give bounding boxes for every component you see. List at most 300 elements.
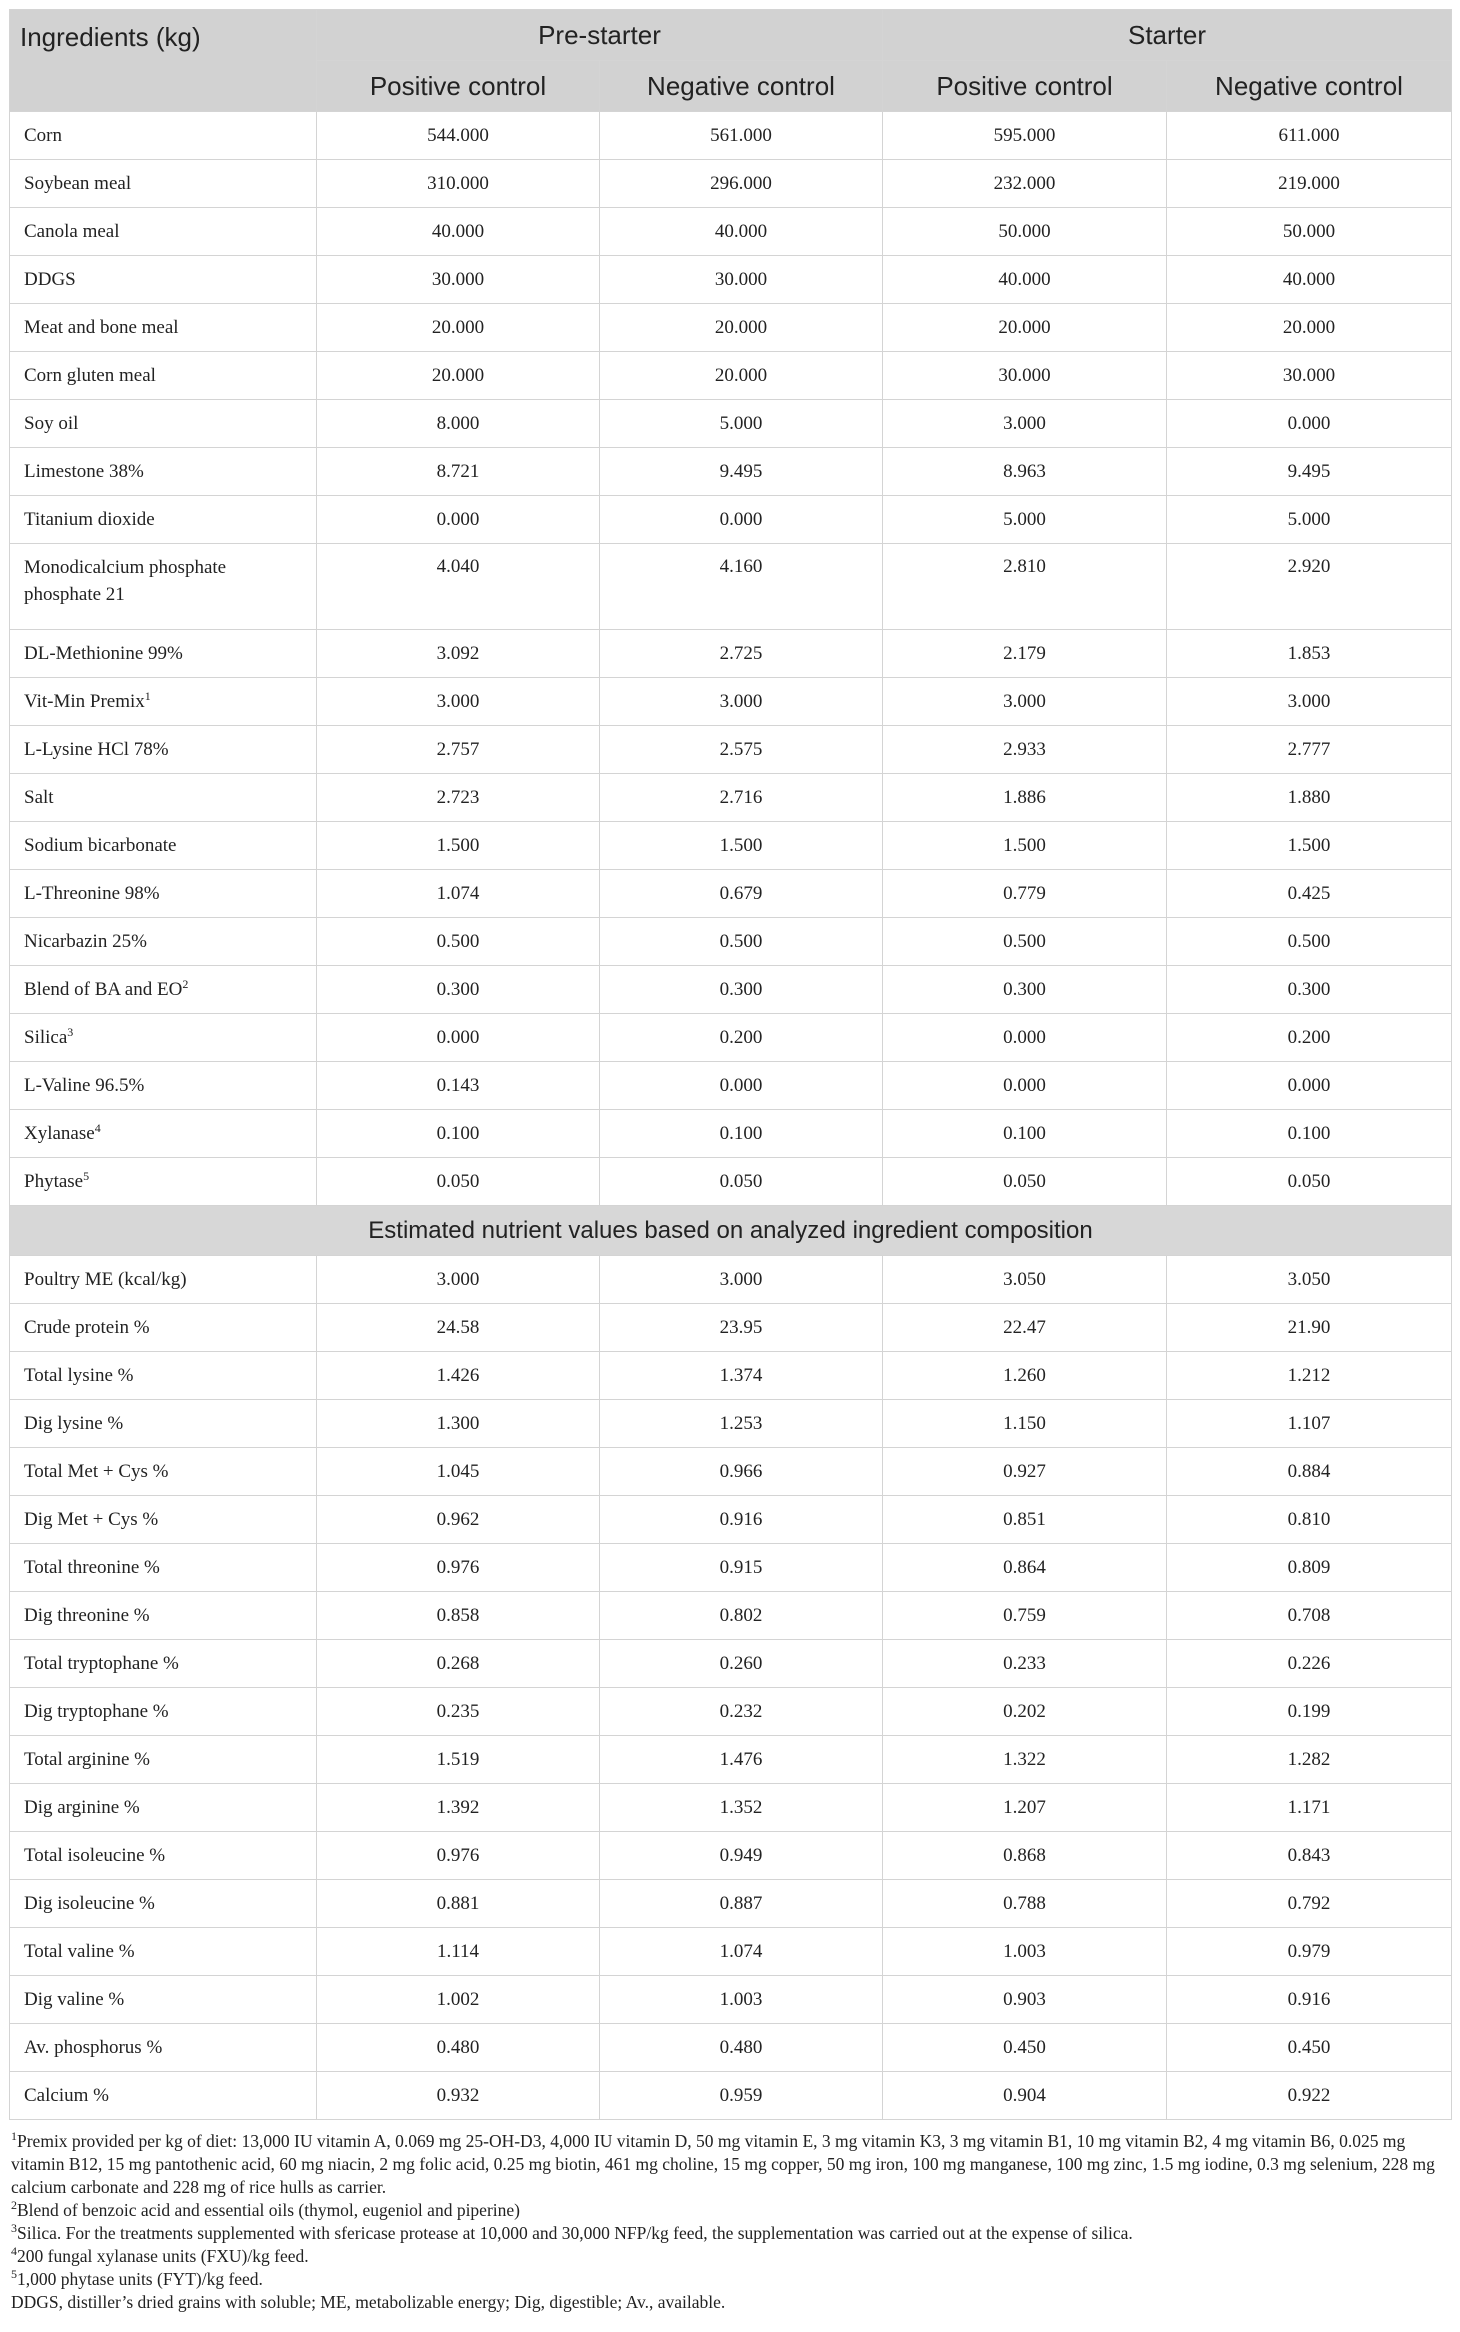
value-cell: 0.932 [317, 2072, 600, 2120]
value-cell: 0.000 [317, 496, 600, 544]
footnote-marker: 5 [83, 1168, 90, 1183]
value-cell: 0.143 [317, 1062, 600, 1110]
value-cell: 0.976 [317, 1832, 600, 1880]
value-cell: 30.000 [883, 352, 1167, 400]
value-cell: 0.000 [883, 1062, 1167, 1110]
footnote [11, 2199, 1449, 2222]
row-label-text: Dig tryptophane % [24, 1700, 169, 1722]
row-label-text: Sodium bicarbonate [24, 834, 177, 856]
column-header: Negative control [600, 61, 883, 112]
value-cell: 0.949 [600, 1832, 883, 1880]
row-label-text: Total threonine % [24, 1556, 160, 1578]
value-cell: 0.100 [883, 1110, 1167, 1158]
value-cell: 4.160 [600, 544, 883, 630]
row-label [10, 1448, 317, 1496]
value-cell: 0.500 [1167, 918, 1452, 966]
value-cell: 1.476 [600, 1736, 883, 1784]
value-cell: 0.268 [317, 1640, 600, 1688]
value-cell: 0.500 [600, 918, 883, 966]
value-cell: 1.107 [1167, 1400, 1452, 1448]
value-cell: 0.916 [1167, 1976, 1452, 2024]
row-label [10, 1062, 317, 1110]
value-cell: 0.000 [317, 1014, 600, 1062]
value-cell: 232.000 [883, 160, 1167, 208]
row-label [10, 400, 317, 448]
value-cell: 0.500 [317, 918, 600, 966]
value-cell: 1.003 [600, 1976, 883, 2024]
row-label [10, 630, 317, 678]
value-cell: 0.903 [883, 1976, 1167, 2024]
ingredient-row [10, 1014, 1452, 1062]
footnote-number: 1 [11, 2129, 17, 2143]
row-label-text: Monodicalcium phosphate [24, 557, 227, 578]
nutrient-row [10, 1400, 1452, 1448]
section-title: Estimated nutrient values based on analyzed ingredient composition [10, 1206, 1452, 1256]
row-label [10, 2024, 317, 2072]
value-cell: 3.000 [883, 678, 1167, 726]
column-header: Positive control [317, 61, 600, 112]
footnote-text: DDGS, distiller’s dried grains with soluble; ME, metabolizable energy; Dig, digestible; Av., available. [11, 2292, 726, 2312]
value-cell: 0.300 [1167, 966, 1452, 1014]
row-label [10, 448, 317, 496]
value-cell: 0.000 [883, 1014, 1167, 1062]
value-cell: 4.040 [317, 544, 600, 630]
value-cell: 0.962 [317, 1496, 600, 1544]
value-cell: 1.880 [1167, 774, 1452, 822]
row-label-text: Xylanase [24, 1122, 95, 1144]
row-label [10, 1256, 317, 1304]
row-label-text-line2: phosphate 21 [24, 584, 125, 605]
ingredient-row [10, 1062, 1452, 1110]
value-cell: 23.95 [600, 1304, 883, 1352]
row-label-text: Soy oil [24, 412, 79, 434]
value-cell: 0.959 [600, 2072, 883, 2120]
value-cell: 1.282 [1167, 1736, 1452, 1784]
value-cell: 0.450 [883, 2024, 1167, 2072]
value-cell: 2.777 [1167, 726, 1452, 774]
row-label [10, 1928, 317, 1976]
value-cell: 21.90 [1167, 1304, 1452, 1352]
value-cell: 561.000 [600, 112, 883, 160]
value-cell: 8.721 [317, 448, 600, 496]
row-label [10, 1158, 317, 1206]
row-label [10, 1110, 317, 1158]
value-cell: 5.000 [600, 400, 883, 448]
row-label [10, 1496, 317, 1544]
value-cell: 20.000 [883, 304, 1167, 352]
row-label-text: L-Valine 96.5% [24, 1074, 145, 1096]
value-cell: 0.200 [1167, 1014, 1452, 1062]
nutrient-row [10, 1496, 1452, 1544]
value-cell: 40.000 [600, 208, 883, 256]
nutrient-row [10, 1544, 1452, 1592]
ingredient-row [10, 966, 1452, 1014]
ingredient-row [10, 256, 1452, 304]
row-label [10, 678, 317, 726]
row-label-text: Titanium dioxide [24, 508, 155, 530]
row-label [10, 496, 317, 544]
value-cell: 0.916 [600, 1496, 883, 1544]
value-cell: 0.979 [1167, 1928, 1452, 1976]
value-cell: 0.000 [600, 1062, 883, 1110]
value-cell: 0.843 [1167, 1832, 1452, 1880]
value-cell: 0.810 [1167, 1496, 1452, 1544]
value-cell: 1.260 [883, 1352, 1167, 1400]
value-cell: 40.000 [1167, 256, 1452, 304]
value-cell: 50.000 [1167, 208, 1452, 256]
row-label [10, 1688, 317, 1736]
value-cell: 1.322 [883, 1736, 1167, 1784]
row-label-text: Av. phosphorus % [24, 2036, 163, 2058]
row-label [10, 1640, 317, 1688]
footnote [11, 2268, 1449, 2291]
ingredient-row [10, 822, 1452, 870]
value-cell: 1.003 [883, 1928, 1167, 1976]
value-cell: 595.000 [883, 112, 1167, 160]
row-label-text: Salt [24, 786, 54, 808]
value-cell: 1.114 [317, 1928, 600, 1976]
value-cell: 0.235 [317, 1688, 600, 1736]
ingredient-row [10, 726, 1452, 774]
value-cell: 1.352 [600, 1784, 883, 1832]
value-cell: 1.002 [317, 1976, 600, 2024]
row-label [10, 1544, 317, 1592]
value-cell: 0.100 [600, 1110, 883, 1158]
ingredient-row [10, 678, 1452, 726]
row-label-text: Poultry ME (kcal/kg) [24, 1268, 187, 1290]
footnote-marker: 1 [144, 688, 151, 703]
value-cell: 50.000 [883, 208, 1167, 256]
value-cell: 611.000 [1167, 112, 1452, 160]
row-label-text: Dig lysine % [24, 1412, 124, 1434]
row-label [10, 208, 317, 256]
footnote-marker: 4 [94, 1120, 101, 1135]
value-cell: 0.199 [1167, 1688, 1452, 1736]
value-cell: 8.963 [883, 448, 1167, 496]
value-cell: 1.519 [317, 1736, 600, 1784]
value-cell: 544.000 [317, 112, 600, 160]
row-label-text: Canola meal [24, 220, 120, 242]
value-cell: 3.000 [600, 1256, 883, 1304]
value-cell: 1.392 [317, 1784, 600, 1832]
footnote-number: 4 [11, 2244, 17, 2258]
footnote-number: 2 [11, 2198, 17, 2212]
row-label-text: L-Lysine HCl 78% [24, 738, 169, 760]
value-cell: 0.881 [317, 1880, 600, 1928]
row-label-text: Corn [24, 124, 62, 146]
value-cell: 0.226 [1167, 1640, 1452, 1688]
row-label [10, 1304, 317, 1352]
value-cell: 0.260 [600, 1640, 883, 1688]
nutrient-row [10, 1640, 1452, 1688]
value-cell: 0.300 [600, 966, 883, 1014]
value-cell: 2.810 [883, 544, 1167, 630]
value-cell: 1.150 [883, 1400, 1167, 1448]
row-label-text: Total tryptophane % [24, 1652, 179, 1674]
row-label [10, 870, 317, 918]
value-cell: 1.374 [600, 1352, 883, 1400]
value-cell: 5.000 [883, 496, 1167, 544]
value-cell: 2.725 [600, 630, 883, 678]
ingredient-row [10, 774, 1452, 822]
value-cell: 24.58 [317, 1304, 600, 1352]
value-cell: 0.450 [1167, 2024, 1452, 2072]
value-cell: 0.050 [1167, 1158, 1452, 1206]
value-cell: 0.100 [317, 1110, 600, 1158]
row-label [10, 1880, 317, 1928]
value-cell: 1.426 [317, 1352, 600, 1400]
row-label-text: L-Threonine 98% [24, 882, 160, 904]
value-cell: 1.500 [883, 822, 1167, 870]
footnote-text: Blend of benzoic acid and essential oils (thymol, eugeniol and piperine) [17, 2200, 520, 2220]
nutrient-row [10, 2072, 1452, 2120]
value-cell: 0.425 [1167, 870, 1452, 918]
row-label-text: Nicarbazin 25% [24, 930, 147, 952]
ingredient-row [10, 1158, 1452, 1206]
row-label-text: Corn gluten meal [24, 364, 156, 386]
row-label-text: Total arginine % [24, 1748, 151, 1770]
row-label [10, 256, 317, 304]
row-label-text: Total isoleucine % [24, 1844, 166, 1866]
row-label [10, 544, 317, 630]
nutrient-row [10, 1304, 1452, 1352]
table-body [10, 112, 1452, 2120]
value-cell: 9.495 [600, 448, 883, 496]
value-cell: 0.868 [883, 1832, 1167, 1880]
column-header: Positive control [883, 61, 1167, 112]
value-cell: 219.000 [1167, 160, 1452, 208]
value-cell: 0.679 [600, 870, 883, 918]
value-cell: 2.920 [1167, 544, 1452, 630]
value-cell: 310.000 [317, 160, 600, 208]
value-cell: 0.200 [600, 1014, 883, 1062]
table-footnotes [9, 2120, 1451, 2314]
row-label-text: DDGS [24, 268, 76, 290]
value-cell: 0.232 [600, 1688, 883, 1736]
value-cell: 0.792 [1167, 1880, 1452, 1928]
value-cell: 3.000 [883, 400, 1167, 448]
ingredient-row [10, 400, 1452, 448]
nutrient-row [10, 1592, 1452, 1640]
ingredients-header: Ingredients (kg) [10, 10, 317, 112]
row-label-text: Phytase [24, 1170, 84, 1192]
nutrient-row [10, 1688, 1452, 1736]
nutrient-row [10, 2024, 1452, 2072]
footnote-text: Silica. For the treatments supplemented with sfericase protease at 10,000 and 30,000 NFP/kg feed, the supplementation was carried out at the expense of silica. [17, 2223, 1133, 2243]
value-cell: 2.575 [600, 726, 883, 774]
ingredient-row [10, 304, 1452, 352]
nutrient-row [10, 1832, 1452, 1880]
row-label-text: DL-Methionine 99% [24, 642, 183, 664]
value-cell: 2.716 [600, 774, 883, 822]
row-label-text: Soybean meal [24, 172, 132, 194]
value-cell: 1.074 [600, 1928, 883, 1976]
row-label [10, 352, 317, 400]
value-cell: 0.864 [883, 1544, 1167, 1592]
row-label-text: Vit-Min Premix [24, 690, 145, 712]
value-cell: 0.884 [1167, 1448, 1452, 1496]
footnote-text: 200 fungal xylanase units (FXU)/kg feed. [17, 2246, 309, 2266]
value-cell: 0.904 [883, 2072, 1167, 2120]
value-cell: 3.000 [317, 1256, 600, 1304]
value-cell: 20.000 [1167, 304, 1452, 352]
value-cell: 1.500 [1167, 822, 1452, 870]
ingredient-row [10, 448, 1452, 496]
footnote-marker: 3 [67, 1024, 74, 1039]
value-cell: 1.212 [1167, 1352, 1452, 1400]
row-label-text: Dig isoleucine % [24, 1892, 155, 1914]
ingredient-row [10, 870, 1452, 918]
value-cell: 3.000 [1167, 678, 1452, 726]
value-cell: 0.858 [317, 1592, 600, 1640]
table-header [10, 10, 1452, 112]
value-cell: 0.915 [600, 1544, 883, 1592]
value-cell: 0.802 [600, 1592, 883, 1640]
footnote-text: Premix provided per kg of diet: 13,000 IU vitamin A, 0.069 mg 25-OH-D3, 4,000 IU vitamin D, 50 mg vitamin E, 3 mg vitamin K3, 3 mg vitamin B1, 10 mg vitamin B2, 4 mg vitamin B6, 0.025 mg vitamin B12, 15 mg pantothenic acid, 60 mg niacin, 2 mg folic acid, 0.25 mg biotin, 461 mg choline, 15 mg copper, 50 mg iron, 100 mg manganese, 100 mg zinc, 1.5 mg iodine, 0.3 mg selenium, 228 mg calcium carbonate and 228 mg of rice hulls as carrier. [11, 2131, 1435, 2197]
row-label [10, 1352, 317, 1400]
row-label [10, 160, 317, 208]
value-cell: 30.000 [317, 256, 600, 304]
value-cell: 0.851 [883, 1496, 1167, 1544]
value-cell: 0.809 [1167, 1544, 1452, 1592]
value-cell: 20.000 [317, 352, 600, 400]
group-header-starter: Starter [883, 10, 1452, 61]
footnote [11, 2222, 1449, 2245]
row-label-text: Dig arginine % [24, 1796, 140, 1818]
value-cell: 30.000 [1167, 352, 1452, 400]
footnote-text: 1,000 phytase units (FYT)/kg feed. [17, 2269, 263, 2289]
value-cell: 1.074 [317, 870, 600, 918]
value-cell: 1.886 [883, 774, 1167, 822]
value-cell: 0.050 [317, 1158, 600, 1206]
value-cell: 0.759 [883, 1592, 1167, 1640]
value-cell: 1.207 [883, 1784, 1167, 1832]
value-cell: 0.976 [317, 1544, 600, 1592]
footnote [11, 2130, 1449, 2199]
ingredient-row [10, 918, 1452, 966]
row-label-text: Silica [24, 1026, 68, 1048]
value-cell: 0.202 [883, 1688, 1167, 1736]
value-cell: 1.171 [1167, 1784, 1452, 1832]
value-cell: 40.000 [317, 208, 600, 256]
value-cell: 3.000 [600, 678, 883, 726]
value-cell: 2.723 [317, 774, 600, 822]
value-cell: 296.000 [600, 160, 883, 208]
ingredient-row [10, 208, 1452, 256]
row-label-text: Total Met + Cys % [24, 1460, 169, 1482]
value-cell: 8.000 [317, 400, 600, 448]
row-label [10, 1400, 317, 1448]
value-cell: 0.480 [317, 2024, 600, 2072]
row-label [10, 918, 317, 966]
value-cell: 3.050 [883, 1256, 1167, 1304]
value-cell: 20.000 [600, 352, 883, 400]
value-cell: 5.000 [1167, 496, 1452, 544]
footnote-number: 5 [11, 2267, 17, 2281]
row-label [10, 1592, 317, 1640]
row-label-text: Dig valine % [24, 1988, 125, 2010]
row-label [10, 304, 317, 352]
nutrient-row [10, 1880, 1452, 1928]
value-cell: 1.853 [1167, 630, 1452, 678]
section-row [10, 1206, 1452, 1256]
group-header-pre-starter: Pre-starter [317, 10, 883, 61]
value-cell: 0.000 [600, 496, 883, 544]
value-cell: 0.927 [883, 1448, 1167, 1496]
value-cell: 0.300 [317, 966, 600, 1014]
ingredient-row [10, 1110, 1452, 1158]
feed-composition-table [9, 9, 1452, 2120]
nutrient-row [10, 1256, 1452, 1304]
row-label-text: Limestone 38% [24, 460, 144, 482]
value-cell: 2.179 [883, 630, 1167, 678]
value-cell: 2.933 [883, 726, 1167, 774]
ingredient-row [10, 160, 1452, 208]
ingredient-row [10, 112, 1452, 160]
footnote-number: 3 [11, 2221, 17, 2235]
value-cell: 20.000 [317, 304, 600, 352]
nutrient-row [10, 1736, 1452, 1784]
value-cell: 3.050 [1167, 1256, 1452, 1304]
value-cell: 1.300 [317, 1400, 600, 1448]
value-cell: 1.500 [317, 822, 600, 870]
value-cell: 9.495 [1167, 448, 1452, 496]
value-cell: 0.788 [883, 1880, 1167, 1928]
row-label-text: Total valine % [24, 1940, 135, 1962]
row-label [10, 2072, 317, 2120]
row-label-text: Crude protein % [24, 1316, 150, 1338]
value-cell: 0.000 [1167, 400, 1452, 448]
value-cell: 0.708 [1167, 1592, 1452, 1640]
row-label [10, 966, 317, 1014]
feed-composition-table-container [9, 9, 1451, 2314]
value-cell: 0.300 [883, 966, 1167, 1014]
value-cell: 0.922 [1167, 2072, 1452, 2120]
row-label [10, 1014, 317, 1062]
value-cell: 0.887 [600, 1880, 883, 1928]
value-cell: 0.779 [883, 870, 1167, 918]
row-label [10, 112, 317, 160]
value-cell: 0.050 [600, 1158, 883, 1206]
row-label-text: Blend of BA and EO [24, 978, 183, 1000]
row-label-text: Meat and bone meal [24, 316, 179, 338]
nutrient-row [10, 1928, 1452, 1976]
header-row-groups [10, 10, 1452, 61]
ingredient-row [10, 630, 1452, 678]
row-label [10, 1784, 317, 1832]
row-label [10, 1976, 317, 2024]
row-label [10, 774, 317, 822]
nutrient-row [10, 1352, 1452, 1400]
value-cell: 1.500 [600, 822, 883, 870]
row-label [10, 726, 317, 774]
nutrient-row [10, 1976, 1452, 2024]
value-cell: 0.966 [600, 1448, 883, 1496]
row-label-text: Dig threonine % [24, 1604, 150, 1626]
value-cell: 20.000 [600, 304, 883, 352]
row-label-text: Total lysine % [24, 1364, 134, 1386]
value-cell: 3.092 [317, 630, 600, 678]
ingredient-row [10, 496, 1452, 544]
value-cell: 0.000 [1167, 1062, 1452, 1110]
row-label [10, 1832, 317, 1880]
value-cell: 2.757 [317, 726, 600, 774]
value-cell: 30.000 [600, 256, 883, 304]
row-label [10, 822, 317, 870]
value-cell: 0.050 [883, 1158, 1167, 1206]
nutrient-row [10, 1784, 1452, 1832]
row-label [10, 1736, 317, 1784]
